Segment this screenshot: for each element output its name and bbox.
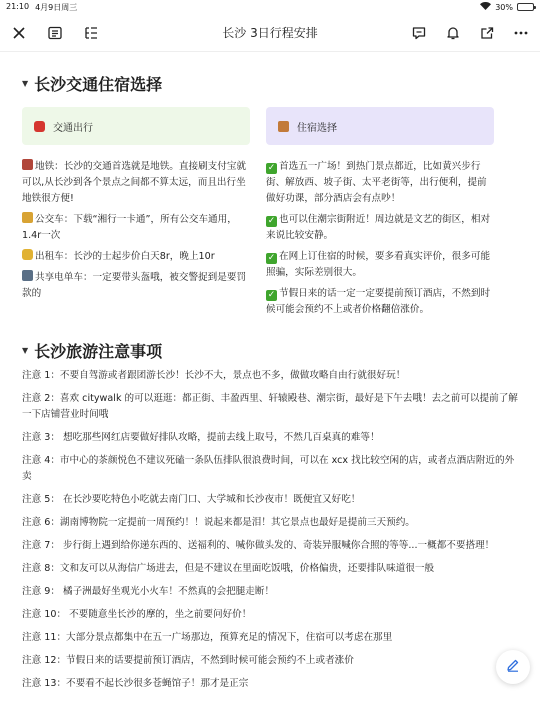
notes-list (22, 368, 522, 692)
status-left (6, 2, 77, 13)
accommodation-item-text: 在网上订住宿的时候，要多看真实评价，很多可能照骗，实际差别很大。 (266, 251, 491, 278)
accommodation-item (266, 212, 494, 244)
battery-percent: 30% (495, 2, 513, 12)
toolbar-right (410, 24, 530, 42)
list-icon[interactable] (82, 24, 100, 42)
transport-item-text: 出租车：长沙的士起步价白天8r，晚上10r (35, 251, 215, 262)
bus-icon (22, 212, 33, 223)
section-heading-transport-accommodation[interactable] (22, 72, 522, 95)
note-item: 注意 10： 不要随意坐长沙的摩的，坐之前要问好价！ (22, 609, 252, 620)
check-icon: ✓ (267, 216, 276, 226)
toolbar-left (10, 24, 100, 42)
wifi-icon (480, 2, 491, 12)
edit-button[interactable] (496, 650, 530, 684)
share-icon[interactable] (478, 24, 496, 42)
transport-item (22, 159, 250, 207)
accommodation-item (266, 286, 494, 318)
section-title: 长沙交通住宿选择 (34, 75, 163, 94)
collapse-caret-icon[interactable]: ▼ (22, 79, 29, 88)
transport-header (22, 107, 250, 145)
accommodation-item-text: 节假日来的话一定一定要提前预订酒店，不然到时候可能会预约不上或者价格翻倍涨价。 (266, 288, 491, 315)
note-item: 注意 11：大部分景点都集中在五一广场那边，预算充足的情况下，住宿可以考虑在那里 (22, 632, 393, 643)
document-toolbar (0, 14, 540, 52)
note-item: 注意 12：节假日来的话要提前预订酒店，不然到时候可能会预约不上或者涨价 (22, 655, 354, 666)
transport-item (22, 212, 250, 244)
taxi-icon (22, 249, 33, 260)
section-heading-travel-notes[interactable] (22, 339, 522, 362)
outline-icon[interactable] (46, 24, 64, 42)
status-date: 4月9日周三 (35, 2, 78, 12)
accommodation-list (266, 159, 494, 318)
accommodation-header-label: 住宿选择 (297, 122, 337, 134)
transport-header-label: 交通出行 (53, 122, 93, 134)
accommodation-item-text: 首选五一广场！到热门景点都近，比如黄兴步行街、解放西、坡子街、太平老街等，出行便利，提前做好功课，部分酒店会有点吵！ (266, 161, 487, 204)
transport-item (22, 249, 250, 265)
transport-item-text: 地铁：长沙的交通首选就是地铁。直接刷支付宝就可以,从长沙到各个景点之间都不算太远，而且出行坐地铁很方便! (22, 161, 247, 204)
bell-icon[interactable] (444, 24, 462, 42)
close-icon[interactable] (10, 24, 28, 42)
note-item: 注意 8：文和友可以从海信广场进去，但是不建议在里面吃饭哦，价格偏贵，还要排队味道很一般 (22, 563, 435, 574)
transport-list (22, 159, 250, 302)
battery-icon (517, 3, 534, 11)
document-body (0, 72, 540, 692)
two-column-block (22, 107, 522, 323)
status-right (480, 2, 534, 12)
check-icon: ✓ (267, 290, 276, 300)
status-bar (0, 0, 540, 14)
hotel-icon (278, 121, 289, 132)
accommodation-item (266, 159, 494, 207)
note-item: 注意 5： 在长沙要吃特色小吃就去南门口、大学城和长沙夜市！既便宜又好吃！ (22, 494, 361, 505)
note-item: 注意 1：不要自驾游或者跟团游长沙！长沙不大，景点也不多，做做攻略自由行就很好玩！ (22, 370, 406, 381)
note-item: 注意 7： 步行街上遇到给你递东西的、送福利的、喊你做头发的、奇装异服喊你合照的等等...一概都不要搭理！ (22, 540, 495, 551)
note-item: 注意 6：湖南博物院一定提前一周预约！！说起来都是泪！其它景点也最好是提前三天预约。 (22, 517, 415, 528)
check-icon: ✓ (267, 253, 276, 263)
accommodation-column (266, 107, 494, 323)
document-title: 长沙 3日行程安排 (222, 26, 318, 40)
accommodation-header (266, 107, 494, 145)
transport-item-text: 共享电单车：一定要带头盔哦，被交警捉到是要罚款的 (22, 272, 247, 299)
metro-icon (22, 159, 33, 170)
bike-icon (22, 270, 33, 281)
transport-item (22, 270, 250, 302)
transport-column (22, 107, 250, 323)
check-icon: ✓ (267, 163, 276, 173)
car-icon (34, 121, 45, 132)
note-item: 注意 3： 想吃那些网红店要做好排队攻略，提前去线上取号，不然几百桌真的难等！ (22, 432, 380, 443)
edit-icon (505, 657, 521, 677)
comment-icon[interactable] (410, 24, 428, 42)
more-icon[interactable] (512, 24, 530, 42)
note-item: 注意 13：不要看不起长沙很多苍蝇馆子！那才是正宗 (22, 678, 249, 689)
status-time: 21:10 (6, 1, 30, 11)
collapse-caret-icon[interactable]: ▼ (22, 346, 29, 355)
accommodation-item-text: 也可以住潮宗街附近！周边就是文艺的街区，相对来说比较安静。 (266, 214, 491, 241)
accommodation-item (266, 249, 494, 281)
transport-item-text: 公交车：下载“湘行一卡通”，所有公交车通用，1.4r一次 (22, 214, 237, 241)
note-item: 注意 9： 橘子洲最好坐观光小火车！不然真的会把腿走断！ (22, 586, 275, 597)
note-item: 注意 2：喜欢 citywalk 的可以逛逛：都正街、丰盈西里、轩辕殿巷、潮宗街，最好是下午去哦！去之前可以提前了解一下店铺营业时间哦 (22, 393, 518, 420)
note-item: 注意 4：市中心的茶颜悦色不建议死磕一条队伍排队很浪费时间，可以在 xcx 找比较空闲的店，或者点酒店附近的外卖 (22, 455, 515, 482)
section-title: 长沙旅游注意事项 (34, 342, 163, 361)
